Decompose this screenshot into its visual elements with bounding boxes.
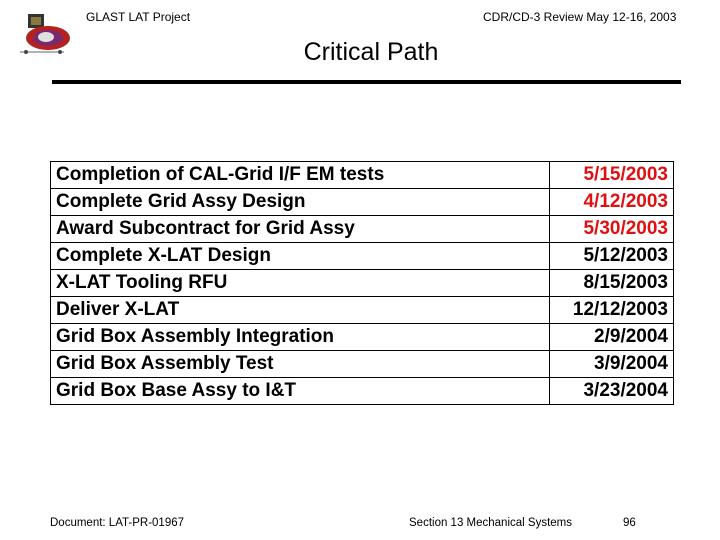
table-row	[51, 162, 674, 189]
milestone-task: Grid Box Base Assy to I&T	[51, 378, 550, 405]
project-label: GLAST LAT Project	[86, 10, 191, 24]
milestone-date: 5/12/2003	[550, 243, 674, 270]
table-row	[51, 189, 674, 216]
milestone-date: 3/23/2004	[550, 378, 674, 405]
footer-document: Document: LAT-PR-01967	[50, 517, 185, 529]
table-row	[51, 270, 674, 297]
milestone-task: Award Subcontract for Grid Assy	[51, 216, 550, 243]
critical-path-table	[50, 161, 674, 405]
table-row	[51, 216, 674, 243]
milestone-date: 5/15/2003	[550, 162, 674, 189]
milestone-task: Grid Box Assembly Test	[51, 351, 550, 378]
milestone-date: 8/15/2003	[550, 270, 674, 297]
milestone-task: Complete Grid Assy Design	[51, 189, 550, 216]
table-row	[51, 324, 674, 351]
table-row	[51, 351, 674, 378]
footer-page-number: 96	[623, 517, 636, 529]
table-row	[51, 378, 674, 405]
title-rule	[52, 80, 681, 84]
page-title: Critical Path	[303, 38, 439, 66]
footer-section: Section 13 Mechanical Systems	[409, 517, 572, 529]
milestone-task: X-LAT Tooling RFU	[51, 270, 550, 297]
milestone-task: Grid Box Assembly Integration	[51, 324, 550, 351]
milestone-task: Completion of CAL-Grid I/F EM tests	[51, 162, 550, 189]
milestone-date: 5/30/2003	[550, 216, 674, 243]
milestone-date: 2/9/2004	[550, 324, 674, 351]
milestone-task: Complete X-LAT Design	[51, 243, 550, 270]
review-label: CDR/CD-3 Review May 12-16, 2003	[483, 10, 677, 24]
milestone-date: 12/12/2003	[550, 297, 674, 324]
table-row	[51, 297, 674, 324]
milestone-date: 3/9/2004	[550, 351, 674, 378]
milestone-task: Deliver X-LAT	[51, 297, 550, 324]
table-row	[51, 243, 674, 270]
milestone-date: 4/12/2003	[550, 189, 674, 216]
